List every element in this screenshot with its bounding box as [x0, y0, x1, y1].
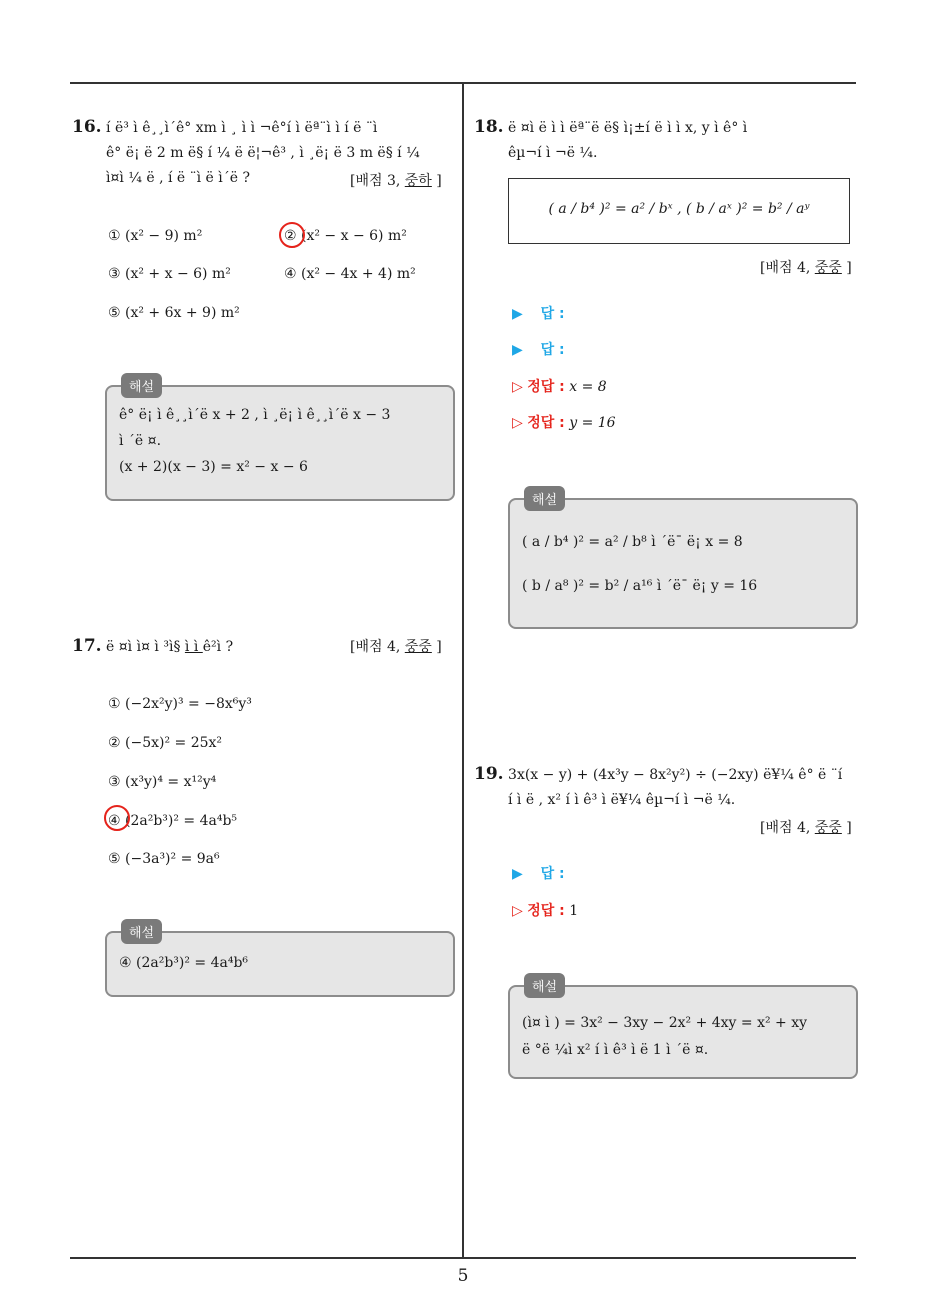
solution-line: ( a / b⁴ )² = a² / b⁸ ì ´ë¯ ë¡ x = 8 [522, 534, 743, 550]
option-1[interactable]: ① (x² − 9) m² [108, 228, 203, 244]
question-text-line: ì¤ì ¼ ë , í ë ¨ì ë ì´ë ? [106, 170, 251, 186]
answer-row[interactable] [512, 303, 565, 323]
score-label: [배점 4, 중중 ] [760, 260, 852, 276]
correct-label: 정답 : [527, 379, 565, 395]
option-1[interactable]: ① (−2x²y)³ = −8x⁶y³ [108, 696, 252, 712]
solution-line: ì ´ë ¤. [119, 433, 162, 449]
solution-line: ë °ë ¼ì x² í ì ê³ ì ë 1 ì ´ë ¤. [522, 1042, 709, 1058]
option-2[interactable]: ② (−5x)² = 25x² [108, 735, 223, 751]
selected-answer-circle [279, 222, 305, 248]
solution-box [508, 980, 858, 1079]
option-3[interactable]: ③ (x² + x − 6) m² [108, 266, 231, 282]
outline-triangle-icon: ▷ [512, 415, 523, 431]
outline-triangle-icon: ▷ [512, 903, 523, 919]
correct-answer-row [512, 900, 578, 920]
correct-label: 정답 : [527, 903, 565, 919]
option-3[interactable]: ③ (x³y)⁴ = x¹²y⁴ [108, 774, 217, 790]
question-text-line: 3x(x − y) + (4x³y − 8x²y²) ÷ (−2xy) ë¥¼ ê° ë ¨í [508, 767, 843, 783]
score-label: [배점 3, 중하 ] [350, 173, 442, 189]
solution-tag: 해설 [121, 373, 162, 398]
correct-value: 1 [569, 903, 579, 919]
bottom-rule [70, 1257, 856, 1259]
column-divider [462, 84, 464, 1259]
score-label: [배점 4, 중중 ] [350, 639, 442, 655]
option-4[interactable]: ④ (x² − 4x + 4) m² [284, 266, 416, 282]
play-triangle-icon: ▶ [512, 342, 523, 358]
answer-label: 답 : [540, 306, 565, 322]
question-text: ê²ì ? [202, 639, 234, 655]
solution-line: (ì¤ ì ) = 3x² − 3xy − 2x² + 4xy = x² + xy [522, 1015, 808, 1031]
score-label: [배점 4, 중중 ] [760, 820, 852, 836]
question-text-line: ë ¤ì ë ì ì ëª¨ë ë§ ì¡±í ë ì ì x, y ì ê° ì [508, 120, 748, 136]
question-text-line: í ì ë , x² í ì ê³ ì ë¥¼ êµ¬í ì ¬ë ¼. [508, 792, 736, 808]
answer-row[interactable] [512, 339, 565, 359]
question-number: 17. [72, 636, 102, 656]
question-text-line: í ë³ ì ê¸¸ì´ê° xm ì ¸ ì ì ¬ê°í ì ëª¨ì ì í ë ¨ì [106, 120, 378, 136]
play-triangle-icon: ▶ [512, 866, 523, 882]
solution-box [105, 380, 455, 501]
correct-label: 정답 : [527, 415, 565, 431]
solution-box [508, 493, 858, 629]
solution-line: (x + 2)(x − 3) = x² − x − 6 [119, 459, 308, 475]
correct-value: x = 8 [569, 379, 607, 395]
question-text-underlined: ì ì [184, 639, 203, 655]
outline-triangle-icon: ▷ [512, 379, 523, 395]
answer-label: 답 : [540, 342, 565, 358]
condition-formula: ( a / b⁴ )² = a² / bˣ , ( b / aˣ )² = b² / aʸ [548, 201, 810, 217]
question-number: 16. [72, 117, 102, 137]
answer-label: 답 : [540, 866, 565, 882]
page-number: 5 [457, 1266, 469, 1286]
solution-tag: 해설 [121, 919, 162, 944]
question-number: 18. [474, 117, 504, 137]
solution-box [105, 926, 455, 997]
question-text: ë ¤ì ì¤ ì ³ì§ [106, 639, 185, 655]
selected-answer-circle [104, 805, 130, 831]
question-text-line: êµ¬í ì ¬ë ¼. [508, 145, 598, 161]
correct-answer-row [512, 376, 607, 396]
solution-line: ( b / a⁸ )² = b² / a¹⁶ ì ´ë¯ ë¡ y = 16 [522, 578, 758, 594]
solution-tag: 해설 [524, 486, 565, 511]
question-text-line: ê° ë¡ ë 2 m ë§ í ¼ ë ë¦¬ê³ , ì ¸ë¡ ë 3 m ë§ í ¼ [106, 145, 420, 161]
correct-answer-row [512, 412, 616, 432]
correct-value: y = 16 [569, 415, 616, 431]
solution-tag: 해설 [524, 973, 565, 998]
option-5[interactable]: ⑤ (−3a³)² = 9a⁶ [108, 851, 220, 867]
question-number: 19. [474, 764, 504, 784]
condition-box [508, 178, 850, 244]
option-4[interactable]: ④ (2a²b³)² = 4a⁴b⁵ [108, 813, 238, 829]
play-triangle-icon: ▶ [512, 306, 523, 322]
solution-line: ④ (2a²b³)² = 4a⁴b⁶ [119, 955, 249, 971]
option-2[interactable]: ② (x² − x − 6) m² [284, 228, 407, 244]
answer-row[interactable] [512, 863, 565, 883]
option-5[interactable]: ⑤ (x² + 6x + 9) m² [108, 305, 240, 321]
solution-line: ê° ë¡ ì ê¸¸ì´ë x + 2 , ì ¸ë¡ ì ê¸¸ì´ë x − 3 [119, 407, 391, 423]
